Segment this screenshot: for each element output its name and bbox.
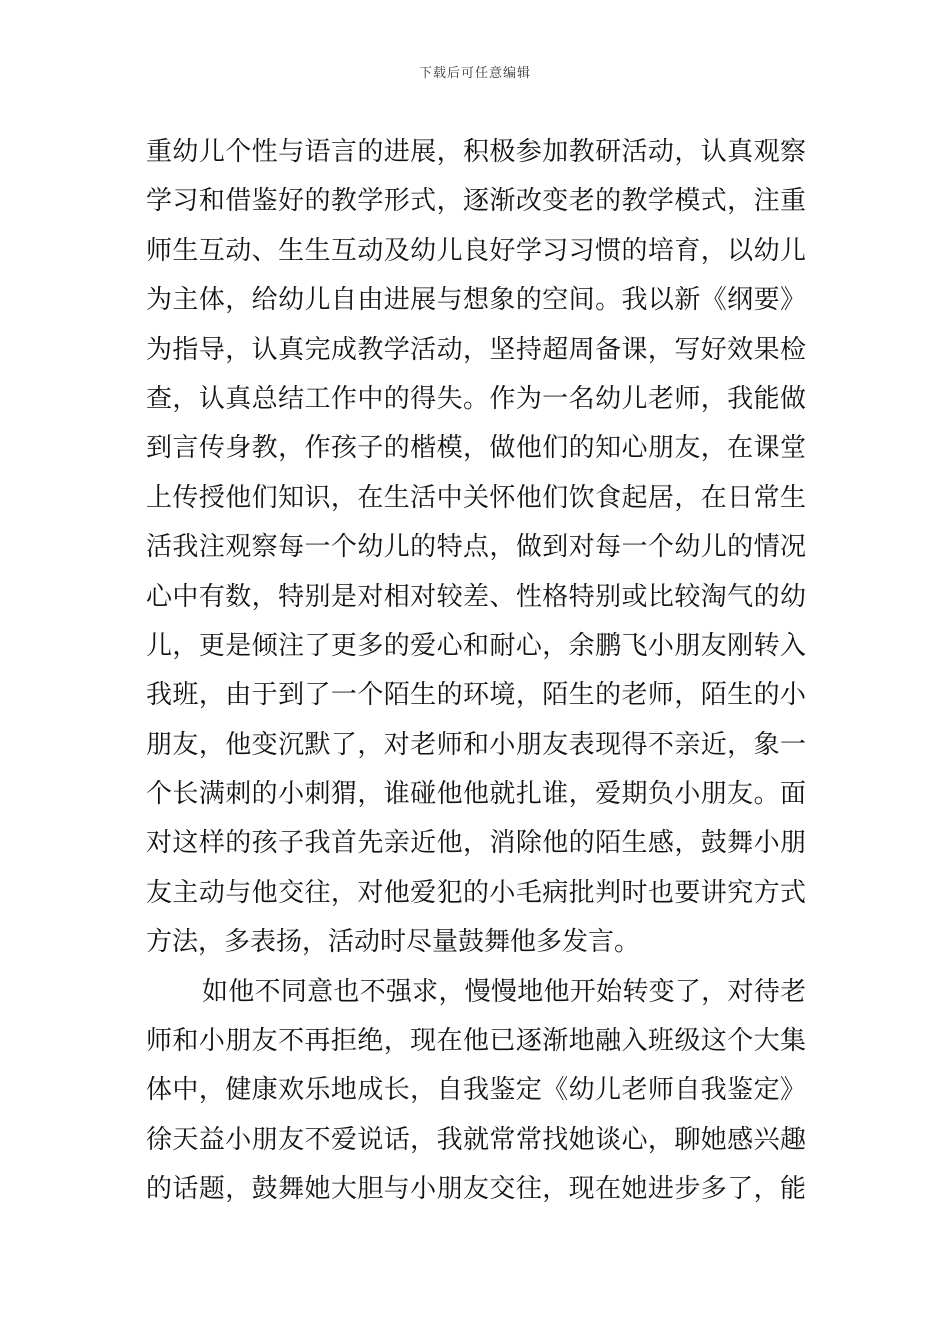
- paragraph-end-line: 方法，多表扬，活动时尽量鼓舞他多发言。: [146, 927, 641, 958]
- text-line: 的话题，鼓舞她大胆与小朋友交往，现在她进步多了，能: [146, 1174, 806, 1205]
- text-line: 上传授他们知识，在生活中关怀他们饮食起居，在日常生: [146, 482, 806, 513]
- text-line: 学习和借鉴好的教学形式，逐渐改变老的教学模式，注重: [146, 186, 806, 217]
- text-line: 重幼儿个性与语言的进展，积极参加教研活动，认真观察: [146, 137, 806, 167]
- text-line: 师生互动、生生互动及幼儿良好学习习惯的培育，以幼儿: [146, 235, 806, 266]
- text-line: 到言传身教，作孩子的楷模，做他们的知心朋友，在课堂: [146, 433, 806, 464]
- text-line: 体中，健康欢乐地成长，自我鉴定《幼儿老师自我鉴定》: [146, 1075, 806, 1106]
- text-line: 心中有数，特别是对相对较差、性格特别或比较淘气的幼: [146, 581, 806, 612]
- text-line: 师和小朋友不再拒绝，现在他已逐渐地融入班级这个大集: [146, 1026, 806, 1057]
- text-line: 为主体，给幼儿自由进展与想象的空间。我以新《纲要》: [146, 285, 806, 316]
- document-body: [146, 128, 806, 1215]
- text-line: 朋友，他变沉默了，对老师和小朋友表现得不亲近，象一: [146, 729, 806, 760]
- text-line: 个长满刺的小刺猬，谁碰他他就扎谁，爱期负小朋友。面: [146, 779, 806, 810]
- text-line: 活我注观察每一个幼儿的特点，做到对每一个幼儿的情况: [146, 532, 806, 563]
- text-line: 为指导，认真完成教学活动，坚持超周备课，写好效果检: [146, 334, 806, 365]
- text-line: 查，认真总结工作中的得失。作为一名幼儿老师，我能做: [146, 383, 806, 414]
- text-line: 友主动与他交往，对他爱犯的小毛病批判时也要讲究方式: [146, 877, 806, 908]
- page-header-note: 下载后可任意编辑: [418, 66, 531, 81]
- text-line: 我班，由于到了一个陌生的环境，陌生的老师，陌生的小: [146, 680, 806, 711]
- paragraph-first-line: 如他不同意也不强求，慢慢地他开始转变了，对待老: [202, 976, 806, 1007]
- text-line: 徐天益小朋友不爱说话，我就常常找她谈心，聊她感兴趣: [146, 1124, 806, 1155]
- text-line: 对这样的孩子我首先亲近他，消除他的陌生感，鼓舞小朋: [146, 828, 806, 859]
- text-line: 儿，更是倾注了更多的爱心和耐心，余鹏飞小朋友刚转入: [146, 630, 806, 661]
